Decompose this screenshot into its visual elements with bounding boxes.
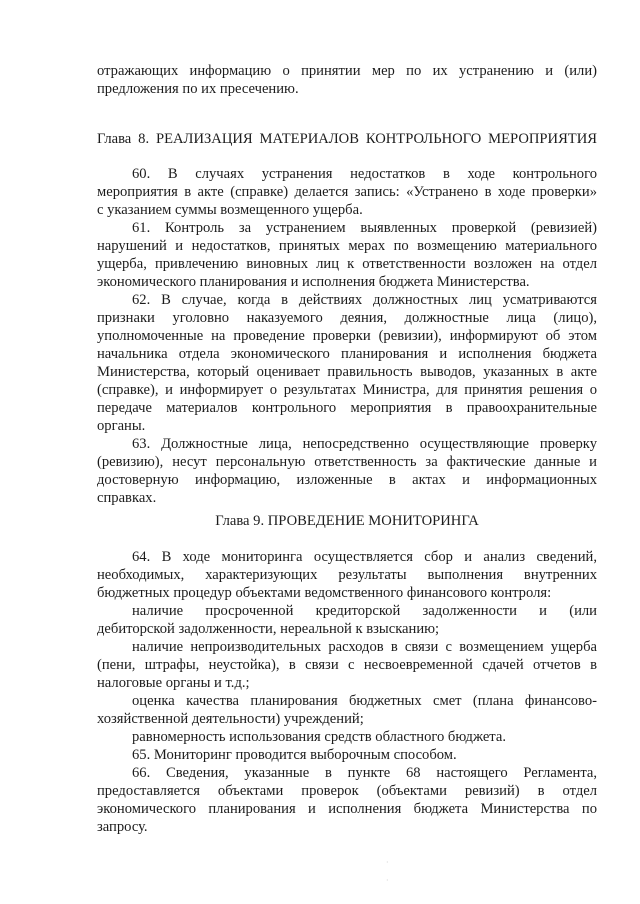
text-line: Министерства, который оценивает правильность выводов, указанных в акте — [97, 364, 597, 380]
text-line: 60. В случаях устранения недостатков в ходе контрольного — [132, 166, 597, 182]
text-line: достоверную информацию, изложенные в актах и информационных — [97, 472, 597, 488]
text-line: органы. — [97, 418, 146, 434]
text-line: уполномоченные на проведение проверки (ревизии), информируют об этом — [97, 328, 597, 344]
text-line: необходимых, характеризующих результаты выполнения внутренних — [97, 567, 597, 583]
text-line: равномерность использования средств областного бюджета. — [132, 729, 506, 745]
text-line: 63. Должностные лица, непосредственно осуществляющие проверку — [132, 436, 597, 452]
text-line: передаче материалов контрольного мероприятия в правоохранительные — [97, 400, 597, 416]
text-line: оценка качества планирования бюджетных смет (плана финансово- — [132, 693, 597, 709]
chapter-8-heading: Глава 8. РЕАЛИЗАЦИЯ МАТЕРИАЛОВ КОНТРОЛЬНОГО МЕРОПРИЯТИЯ — [97, 131, 597, 147]
text-line: предложения по их пресечению. — [97, 81, 299, 97]
text-line: предоставляется объектами проверок (объектами ревизий) в отдел — [97, 783, 597, 799]
text-line: мероприятия в акте (справке) делается запись: «Устранено в ходе проверки» — [97, 184, 597, 200]
text-line: (пени, штрафы, неустойка), в связи с несвоевременной сдачей отчетов в — [97, 657, 597, 673]
text-line: справках. — [97, 490, 157, 506]
text-line: экономического планирования и исполнения бюджета Министерства. — [97, 274, 530, 290]
text-line: (ревизию), несут персональную ответственность за фактические данные и — [97, 454, 597, 470]
text-line: наличие непроизводительных расходов в связи с возмещением ущерба — [132, 639, 597, 655]
text-line: наличие просроченной кредиторской задолженности и (или — [132, 603, 597, 619]
text-line: отражающих информацию о принятии мер по их устранению и (или) — [97, 63, 597, 79]
text-line: дебиторской задолженности, нереальной к взысканию; — [97, 621, 440, 637]
text-line: налоговые органы и т.д.; — [97, 675, 250, 691]
text-line: нарушений и недостатков, принятых мерах по возмещению материального — [97, 238, 597, 254]
scan-speck: · — [386, 876, 389, 885]
text-line: признаки уголовно наказуемого деяния, должностные лица (лицо), — [97, 310, 597, 326]
text-line: с указанием суммы возмещенного ущерба. — [97, 202, 363, 218]
text-line: ущерба, привлечению виновных лиц к ответственности возложен на отдел — [97, 256, 597, 272]
text-line: хозяйственной деятельности) учреждений; — [97, 711, 364, 727]
text-line: экономического планирования и исполнения бюджета Министерства по — [97, 801, 597, 817]
text-line: 62. В случае, когда в действиях должностных лиц усматриваются — [132, 292, 597, 308]
text-line: 66. Сведения, указанные в пункте 68 настоящего Регламента, — [132, 765, 597, 781]
text-line: 64. В ходе мониторинга осуществляется сбор и анализ сведений, — [132, 549, 597, 565]
text-line: запросу. — [97, 819, 148, 835]
text-line: бюджетных процедур объектами ведомственного финансового контроля: — [97, 585, 552, 601]
text-line: 61. Контроль за устранением выявленных проверкой (ревизией) — [132, 220, 597, 236]
text-line: начальника отдела экономического планирования и исполнения бюджета — [97, 346, 597, 362]
scan-speck: · — [386, 858, 389, 867]
text-line: 65. Мониторинг проводится выборочным способом. — [132, 747, 457, 763]
text-line: (справке), и информирует о результатах Министра, для принятия решения о — [97, 382, 597, 398]
chapter-9-heading: Глава 9. ПРОВЕДЕНИЕ МОНИТОРИНГА — [215, 513, 479, 529]
